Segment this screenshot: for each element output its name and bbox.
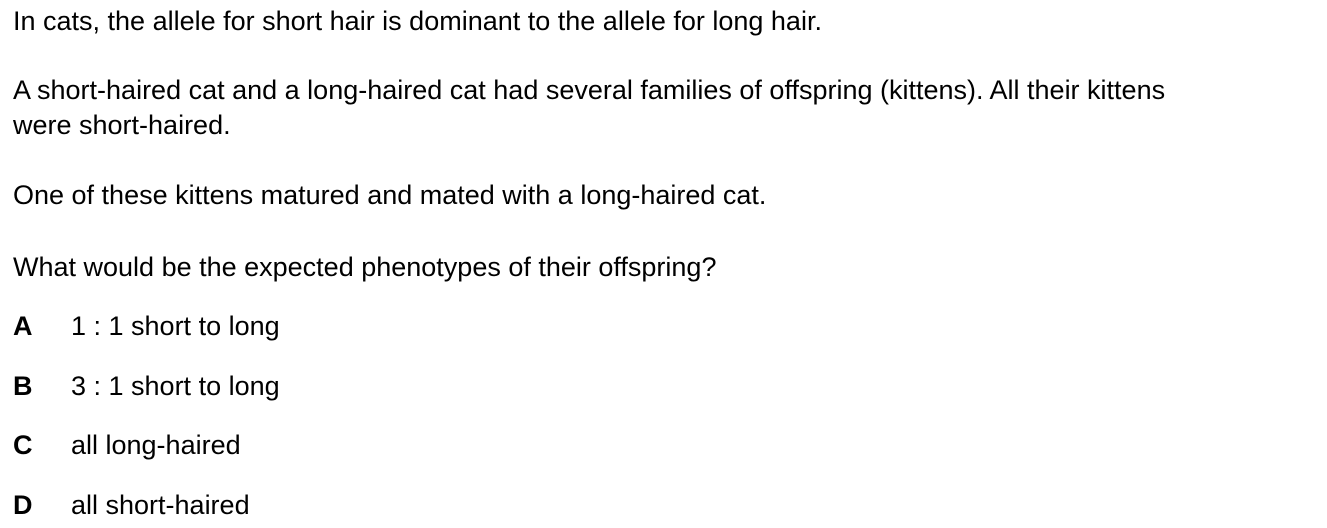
option-a[interactable] bbox=[13, 309, 280, 344]
option-d-letter: D bbox=[13, 490, 33, 520]
option-b[interactable] bbox=[13, 369, 280, 404]
option-a-letter: A bbox=[13, 311, 33, 341]
question-stem-1: In cats, the allele for short hair is dominant to the allele for long hair. bbox=[13, 6, 822, 36]
question-stem-2 bbox=[13, 73, 1165, 143]
option-c-text: all long-haired bbox=[71, 430, 241, 460]
option-a-text: 1 : 1 short to long bbox=[71, 311, 280, 341]
question-stem-3: One of these kittens matured and mated with a long-haired cat. bbox=[13, 180, 767, 210]
question-stem-2-line-1: A short-haired cat and a long-haired cat had several families of offspring (kittens). All their kittens bbox=[13, 75, 1166, 105]
question-prompt: What would be the expected phenotypes of their offspring? bbox=[13, 252, 717, 282]
option-b-letter: B bbox=[13, 371, 33, 401]
option-c[interactable] bbox=[13, 428, 241, 463]
option-b-text: 3 : 1 short to long bbox=[71, 371, 280, 401]
option-d-text: all short-haired bbox=[71, 490, 250, 520]
option-c-letter: C bbox=[13, 430, 33, 460]
option-d[interactable] bbox=[13, 488, 250, 523]
question-stem-2-line-2: were short-haired. bbox=[13, 110, 231, 140]
